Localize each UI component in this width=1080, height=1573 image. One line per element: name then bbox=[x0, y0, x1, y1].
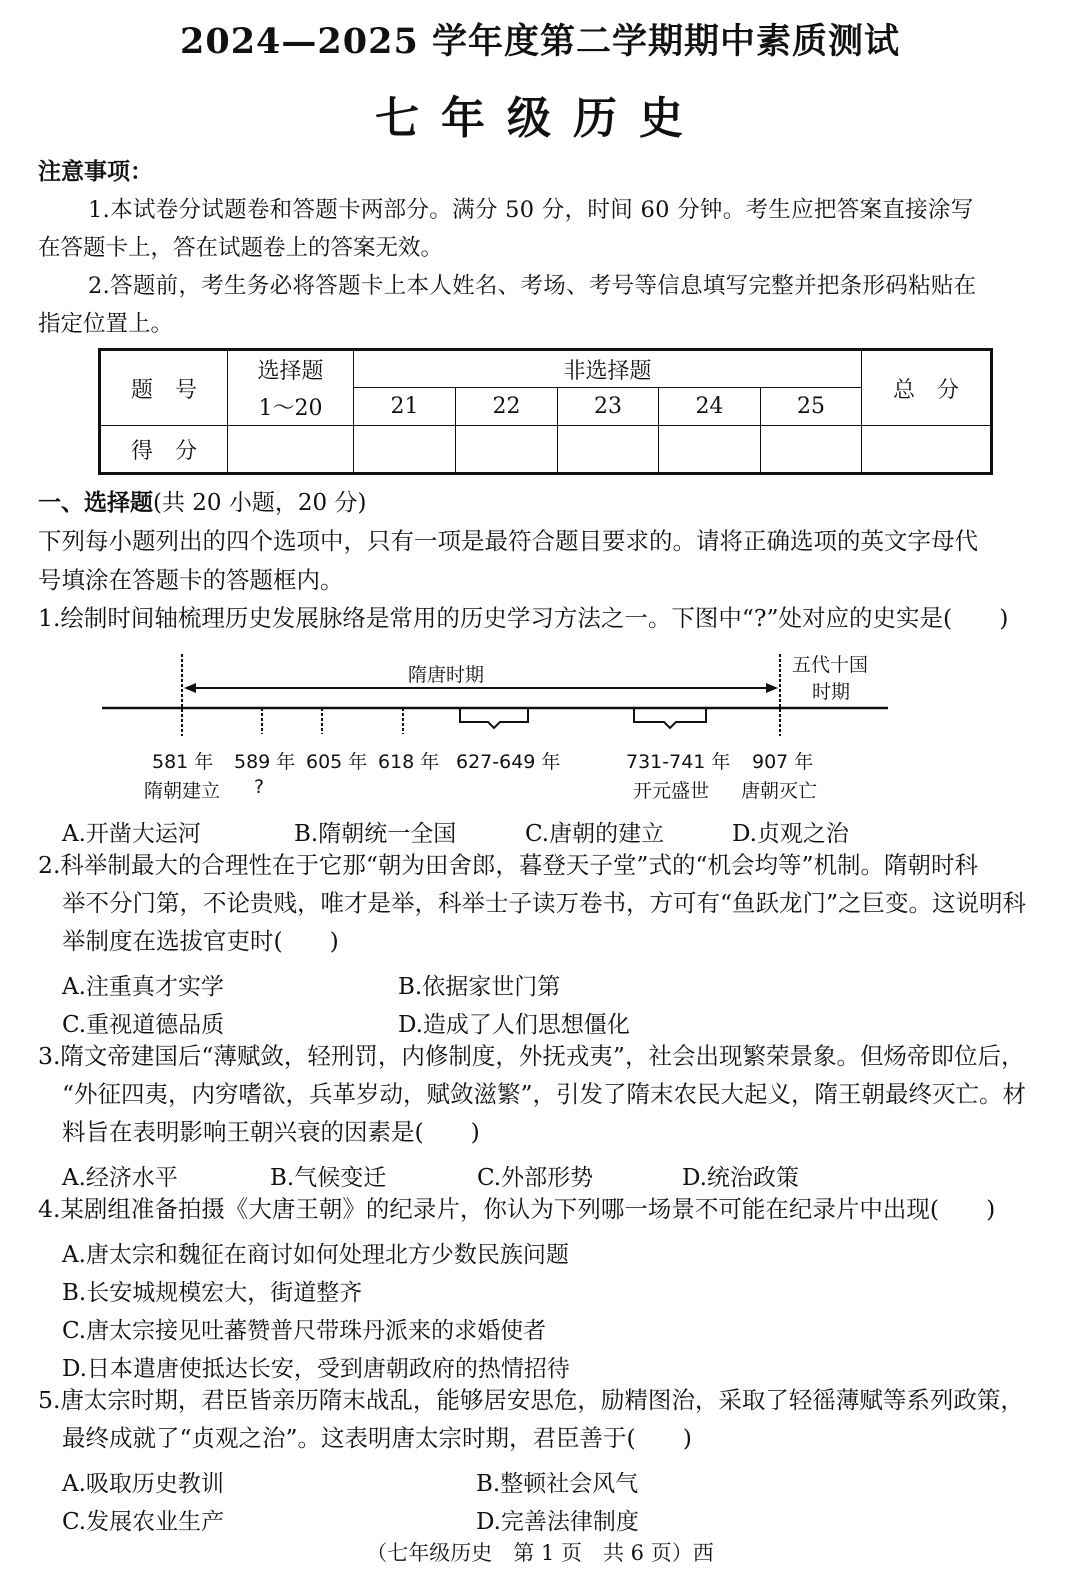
q2-option-a: A.注重真才实学 bbox=[62, 974, 224, 1000]
q2-line3: 举制度在选拔官吏时( ) bbox=[62, 927, 339, 955]
score-table-qnum: 22 bbox=[456, 388, 558, 426]
exam-title: 2024—2025 学年度第二学期期中素质测试 bbox=[179, 21, 900, 62]
section1-instruction-line1: 下列每小题列出的四个选项中，只有一项是最符合题目要求的。请将正确选项的英文字母代 bbox=[38, 527, 978, 555]
q2-option-c: C.重视道德品质 bbox=[62, 1012, 225, 1038]
timeline-event: 唐朝灭亡 bbox=[741, 780, 818, 802]
q5-option-b: B.整顿社会风气 bbox=[476, 1471, 639, 1497]
q5-line1: 5.唐太宗时期，君臣皆亲历隋末战乱，能够居安思危，励精图治，采取了轻徭薄赋等系列政策， bbox=[38, 1386, 1024, 1414]
score-cell bbox=[862, 426, 992, 474]
score-table-score-label: 得 分 bbox=[100, 426, 228, 474]
q4-option-c: C.唐太宗接见吐蕃赞普尺带珠丹派来的求婚使者 bbox=[62, 1318, 547, 1344]
score-table-row-label: 题 号 bbox=[100, 350, 228, 426]
notice-item2-line2: 指定位置上。 bbox=[38, 311, 174, 337]
exam-subject: 七年级历史 bbox=[375, 93, 705, 144]
timeline-year: 907 年 bbox=[752, 751, 814, 773]
q2-line2: 举不分门第，不论贵贱，唯才是举，科举士子读万卷书，方可有“鱼跃龙门”之巨变。这说明科 bbox=[62, 889, 1027, 917]
section1-heading: 一、选择题 bbox=[38, 489, 153, 516]
q4-line1: 4.某剧组准备拍摄《大唐王朝》的纪录片，你认为下列哪一场景不可能在纪录片中出现( ) bbox=[38, 1195, 996, 1223]
q2-option-d: D.造成了人们思想僵化 bbox=[398, 1012, 630, 1038]
q1-option-a: A.开凿大运河 bbox=[62, 821, 201, 847]
timeline-event: 隋朝建立 bbox=[144, 780, 221, 802]
timeline-bracket-627-649 bbox=[460, 708, 528, 728]
notice-item1-line2: 在答题卡上，答在试题卷上的答案无效。 bbox=[38, 235, 444, 261]
score-table bbox=[98, 348, 993, 475]
section1-heading-note: (共 20 小题，20 分) bbox=[153, 490, 367, 516]
timeline-year: 605 年 bbox=[306, 751, 368, 773]
q5-option-c: C.发展农业生产 bbox=[62, 1509, 225, 1535]
q3-option-a: A.经济水平 bbox=[62, 1165, 178, 1191]
q1-option-b: B.隋朝统一全国 bbox=[294, 821, 457, 847]
period-arrow-left-head bbox=[184, 683, 196, 693]
score-cell bbox=[354, 426, 456, 474]
q3-line1: 3.隋文帝建国后“薄赋敛，轻刑罚，内修制度，外抚戎夷”，社会出现繁荣景象。但炀帝即位后， bbox=[38, 1042, 1025, 1070]
q2-option-b: B.依据家世门第 bbox=[398, 974, 561, 1000]
timeline-year: 618 年 bbox=[378, 751, 440, 773]
q1-stem: 1.绘制时间轴梳理历史发展脉络是常用的历史学习方法之一。下图中“?”处对应的史实是( ) bbox=[38, 604, 1009, 632]
q1-option-c: C.唐朝的建立 bbox=[525, 821, 665, 847]
score-cell bbox=[558, 426, 659, 474]
q3-option-d: D.统治政策 bbox=[682, 1165, 799, 1191]
timeline-next-period-line2: 时期 bbox=[812, 681, 851, 703]
q4-option-a: A.唐太宗和魏征在商讨如何处理北方少数民族问题 bbox=[62, 1242, 569, 1268]
timeline-year: 589 年 bbox=[234, 751, 296, 773]
section1-instruction-line2: 号填涂在答题卡的答题框内。 bbox=[38, 566, 344, 594]
score-table-qnum: 25 bbox=[761, 388, 862, 426]
timeline-year: 627-649 年 bbox=[456, 751, 561, 773]
score-cell bbox=[761, 426, 862, 474]
score-cell bbox=[456, 426, 558, 474]
notice-item2-line1: 2.答题前，考生务必将答题卡上本人姓名、考场、考号等信息填写完整并把条形码粘贴在 bbox=[88, 273, 977, 299]
timeline-year: 581 年 bbox=[152, 751, 214, 773]
score-table-qnum: 21 bbox=[354, 388, 456, 426]
q3-line3: 料旨在表明影响王朝兴衰的因素是( ) bbox=[62, 1118, 480, 1146]
timeline-year: 731-741 年 bbox=[626, 751, 731, 773]
timeline-event: 开元盛世 bbox=[633, 780, 710, 802]
score-cell bbox=[659, 426, 761, 474]
q3-line2: “外征四夷，内穷嗜欲，兵革岁动，赋敛滋繁”，引发了隋末农民大起义，隋王朝最终灭亡。材 bbox=[62, 1080, 1027, 1108]
score-table-qnum: 23 bbox=[558, 388, 659, 426]
timeline-next-period-line1: 五代十国 bbox=[792, 654, 869, 676]
score-cell bbox=[228, 426, 354, 474]
score-table-choice-range: 1～20 bbox=[228, 388, 354, 426]
q4-option-d: D.日本遣唐使抵达长安，受到唐朝政府的热情招待 bbox=[62, 1356, 570, 1382]
score-table-choice-label: 选择题 bbox=[228, 350, 354, 388]
section1-heading-row bbox=[38, 491, 366, 515]
score-table-total-label: 总 分 bbox=[862, 350, 992, 426]
q2-line1: 2.科举制最大的合理性在于它那“朝为田舍郎，暮登天子堂”式的“机会均等”机制。隋朝时科 bbox=[38, 851, 978, 879]
q3-option-c: C.外部形势 bbox=[477, 1165, 594, 1191]
q3-option-b: B.气候变迁 bbox=[270, 1165, 387, 1191]
timeline-bracket-731-741 bbox=[634, 708, 706, 728]
q5-option-a: A.吸取历史教训 bbox=[62, 1471, 224, 1497]
period-arrow-right-head bbox=[766, 683, 778, 693]
q5-line2: 最终成就了“贞观之治”。这表明唐太宗时期，君臣善于( ) bbox=[62, 1424, 692, 1452]
score-table-nonchoice-label: 非选择题 bbox=[354, 350, 862, 388]
q4-option-b: B.长安城规模宏大，街道整齐 bbox=[62, 1280, 363, 1306]
page-footer: （七年级历史 第 1 页 共 6 页）西 bbox=[366, 1541, 714, 1565]
score-table-qnum: 24 bbox=[659, 388, 761, 426]
q1-option-d: D.贞观之治 bbox=[732, 821, 849, 847]
notice-item1-line1: 1.本试卷分试题卷和答题卡两部分。满分 50 分，时间 60 分钟。考生应把答案直接涂写 bbox=[88, 197, 974, 223]
q5-option-d: D.完善法律制度 bbox=[476, 1509, 639, 1535]
timeline-period-label: 隋唐时期 bbox=[408, 664, 485, 686]
timeline-event-unknown: ? bbox=[254, 776, 265, 798]
notice-heading: 注意事项： bbox=[38, 158, 153, 185]
